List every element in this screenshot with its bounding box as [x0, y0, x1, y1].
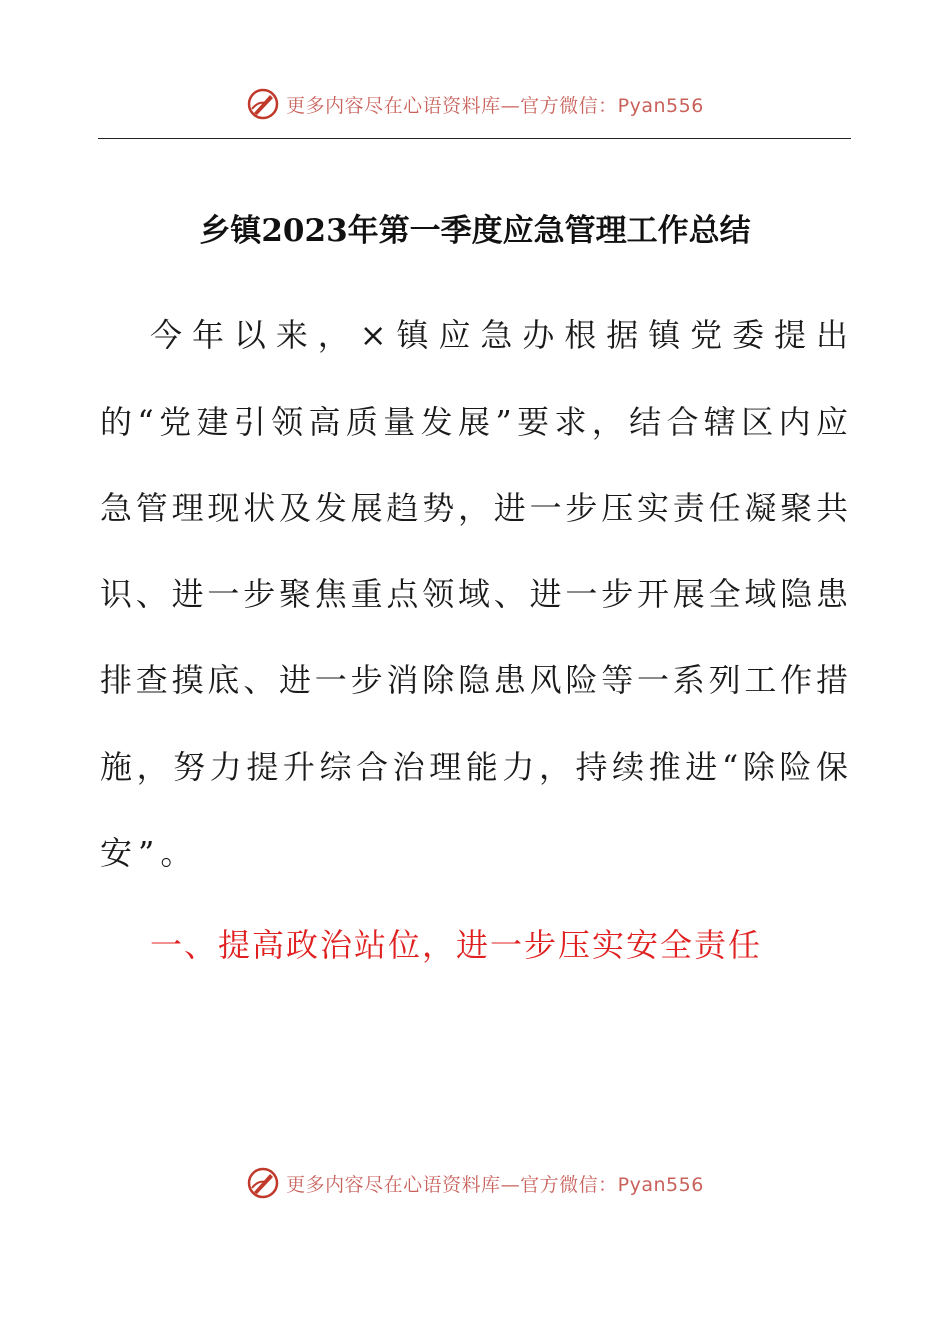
banner-handle: Pyan556 — [617, 94, 704, 117]
quill-pen-logo-icon — [246, 87, 280, 121]
paragraph-line: 的“党建引领高质量发展”要求，结合辖区内应 — [100, 403, 848, 441]
paragraph-line: 排查摸底、进一步消除隐患风险等一系列工作措 — [100, 661, 848, 699]
banner-text: 更多内容尽在心语资料库—官方微信：Pyan556 — [286, 1173, 704, 1196]
quill-pen-logo-icon — [246, 1166, 280, 1200]
paragraph-line: 急管理现状及发展趋势，进一步压实责任凝聚共 — [100, 489, 848, 527]
banner-text: 更多内容尽在心语资料库—官方微信：Pyan556 — [286, 94, 704, 117]
header-banner — [0, 84, 950, 124]
footer-banner — [0, 1163, 950, 1203]
paragraph-line: 施，努力提升综合治理能力，持续推进“除险保 — [100, 748, 848, 786]
banner-handle: Pyan556 — [617, 1173, 704, 1196]
header-divider — [98, 138, 851, 139]
section-heading: 一、提高政治站位，进一步压实安全责任 — [150, 926, 763, 964]
paragraph-line: 识、进一步聚焦重点领域、进一步开展全域隐患 — [100, 575, 848, 613]
paragraph-line: 今年以来，×镇应急办根据镇党委提出 — [150, 316, 848, 354]
document-title: 乡镇2023年第一季度应急管理工作总结 — [199, 213, 751, 249]
paragraph-line: 安”。 — [100, 834, 199, 872]
